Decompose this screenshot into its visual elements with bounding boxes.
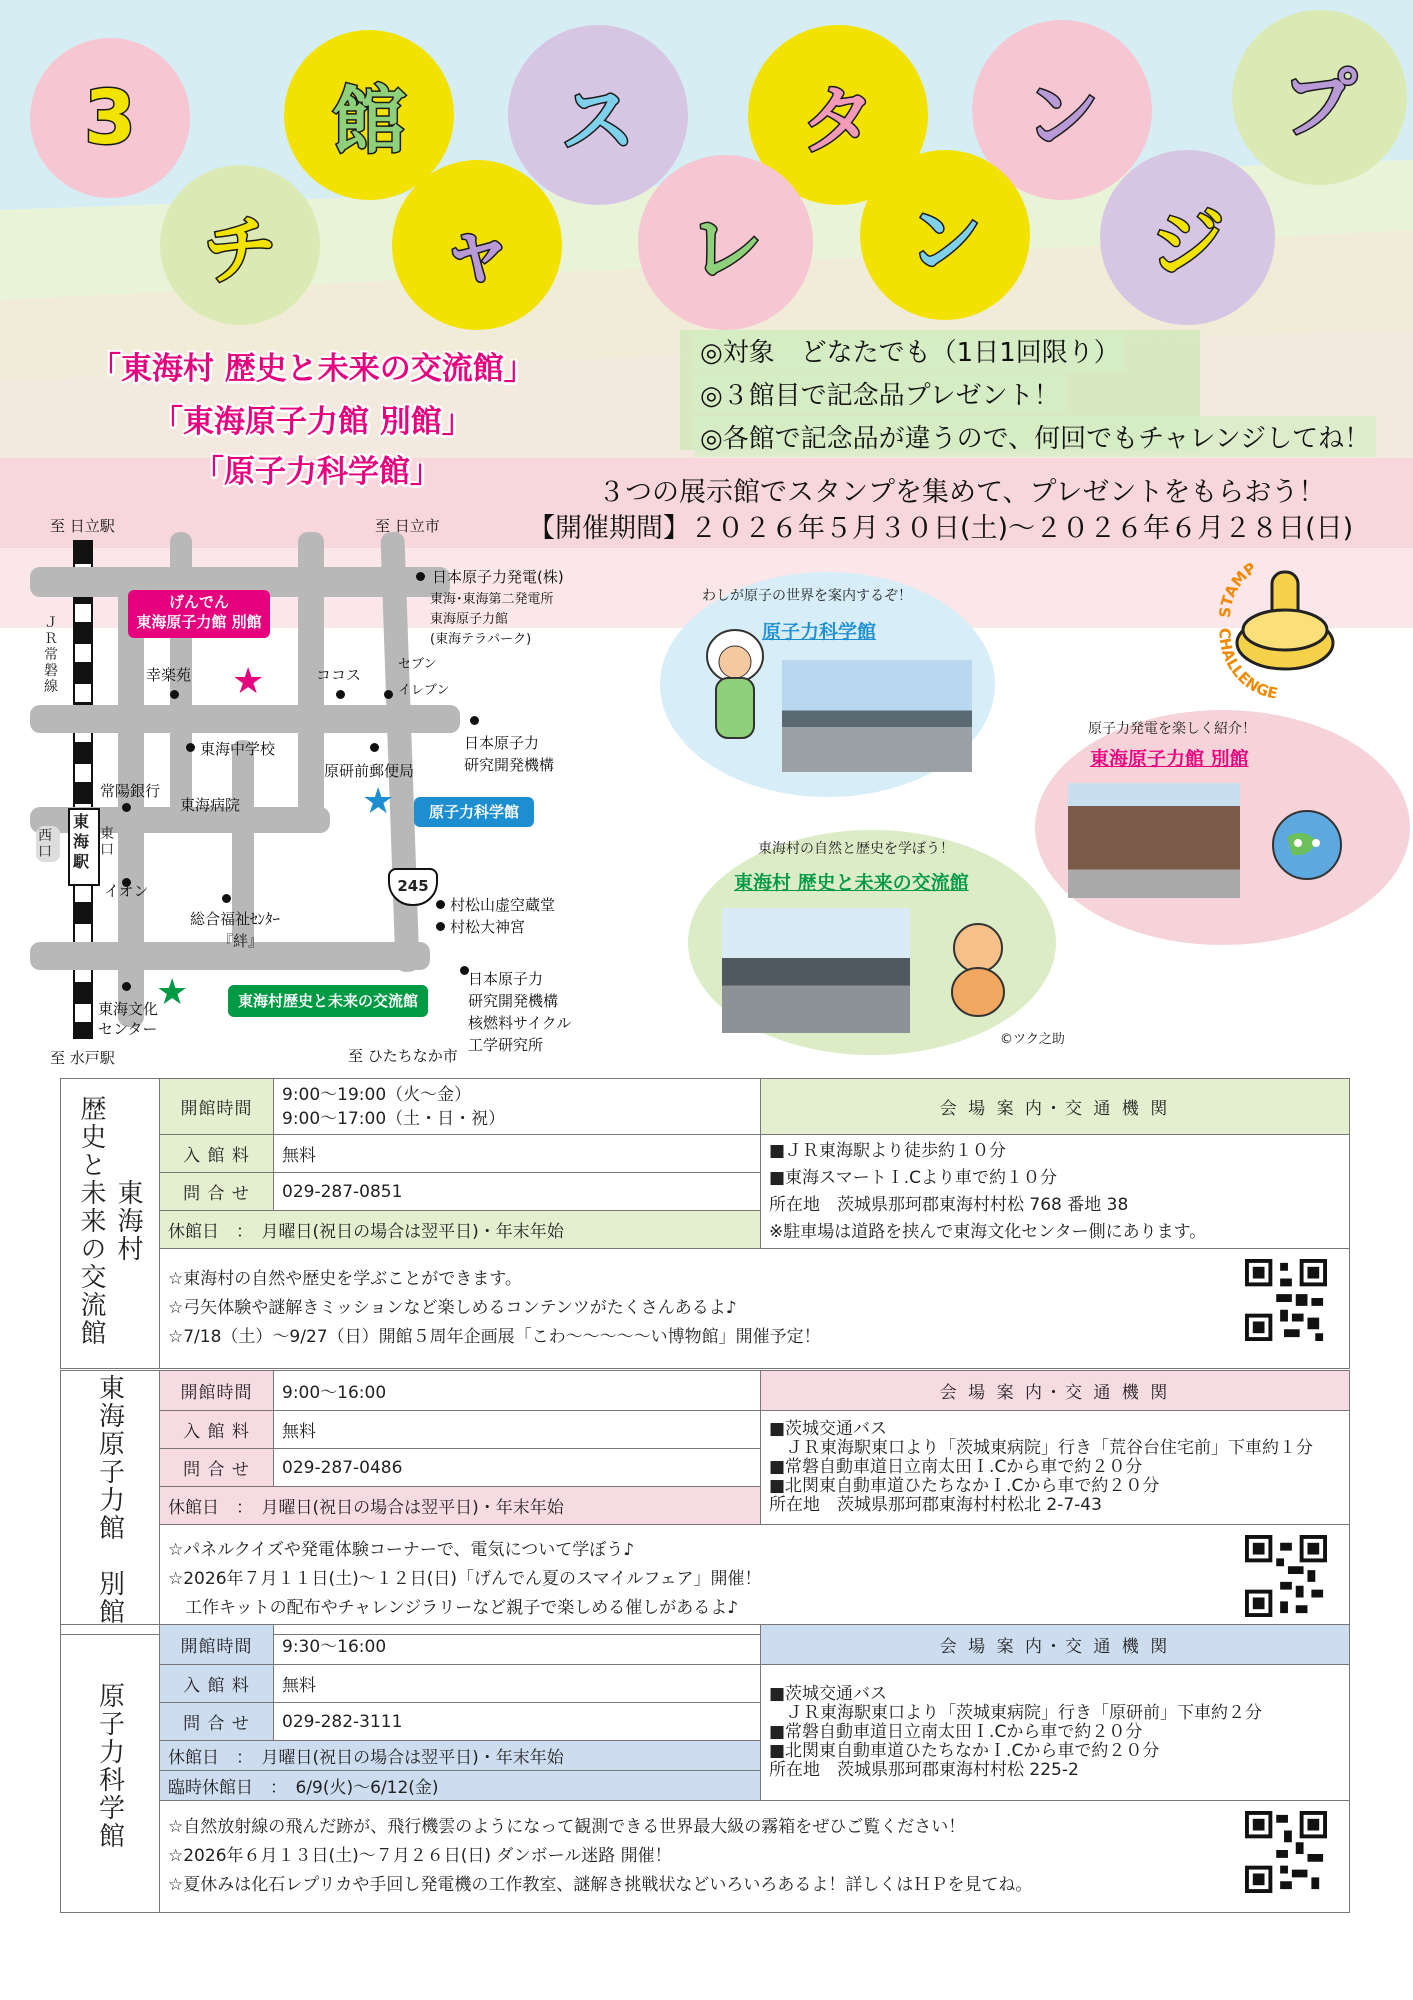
access-line: 所在地 茨城県那珂郡東海村村松北 2-7-43	[769, 1495, 1102, 1515]
kagakukan-bubble-title: 原子力科学館	[762, 621, 877, 643]
label-jaea-1b: 研究開発機構	[464, 756, 555, 774]
label-jaea-2: 日本原子力	[468, 970, 544, 988]
stamp-logo-top-text: STAMP	[1215, 558, 1260, 619]
station-name: 東海駅	[73, 812, 90, 871]
label-npc-sub2: 東海原子力館	[430, 612, 509, 627]
venue-table-kagakukan	[60, 1624, 1350, 1913]
west-exit: 西口	[36, 826, 60, 862]
access-line: ＪＲ東海駅東口より「茨城東病院」行き「荒谷台住宅前」下車約１分	[769, 1438, 1313, 1458]
title-circle	[1100, 150, 1275, 325]
label-daijingu: 村松大神宮	[450, 918, 526, 936]
venue-name-bekkan: 「東海原子力館 別館」	[152, 404, 473, 440]
fee-label: 入 館 料	[160, 1411, 274, 1449]
label-post-office: 原研前郵便局	[324, 762, 415, 780]
note-line: 工作キットの配布やチャレンジラリーなど親子で楽しめる催しがあるよ♪	[168, 1598, 739, 1618]
fee-label: 入 館 料	[160, 1135, 274, 1173]
qr-code-icon[interactable]	[1245, 1259, 1327, 1341]
to-mito-station: 至 水戸駅	[50, 1049, 115, 1067]
landmark-dot	[436, 900, 445, 909]
east-exit: 東口	[100, 826, 114, 858]
access-line: ※駐車場は道路を挟んで東海文化センター側にあります。	[769, 1221, 1207, 1242]
kagakukan-bubble-sub: わしが原子の世界を案内するぞ！	[702, 588, 912, 604]
label-kizuna: 『絆』	[218, 932, 264, 950]
label-jaea-2c: 核燃料サイクル	[468, 1014, 572, 1032]
venue-heading: 原子力科学館	[61, 1625, 160, 1913]
tsukunosuke-character-image	[938, 918, 1018, 1018]
note-line: ☆東海村の自然や歴史を学ぶことができます。	[168, 1269, 522, 1289]
label-jaea-2d: 工学研究所	[468, 1036, 544, 1054]
hours-line-1: 9:00～19:00（火～金）	[282, 1084, 472, 1105]
qr-code-icon[interactable]	[1245, 1811, 1327, 1893]
access-info	[761, 1411, 1350, 1525]
hours-value: 9:30～16:00	[274, 1625, 761, 1665]
title-circle	[860, 150, 1030, 320]
access-line: 所在地 茨城県那珂郡東海村村松 768 番地 38	[769, 1194, 1129, 1215]
label-culture-center: 東海文化	[98, 1000, 159, 1018]
fee-value: 無料	[274, 1665, 761, 1703]
landmark-dot	[436, 922, 445, 931]
access-line: ■ＪＲ東海駅より徒歩約１０分	[769, 1140, 1007, 1161]
kagakukan-callout: 原子力科学館	[414, 797, 534, 827]
copyright: ©ツク之助	[1000, 1032, 1065, 1047]
landmark-dot	[222, 894, 231, 903]
label-kokuzo: 村松山虚空蔵堂	[450, 896, 556, 914]
access-line: ■茨城交通バス	[769, 1419, 888, 1439]
label-npc-sub1: 東海･東海第二発電所	[430, 592, 554, 607]
label-cocos: ココス	[316, 666, 362, 684]
access-line: ■常磐自動車道日立南太田Ｉ.Cから車で約２０分	[769, 1722, 1143, 1742]
venue-notes	[160, 1801, 1350, 1913]
title-char: ン	[908, 198, 982, 284]
access-heading: 会 場 案 内・交 通 機 関	[761, 1625, 1350, 1665]
venue-name-kagakukan: 「原子力科学館」	[193, 454, 441, 490]
title-char: チ	[203, 208, 277, 294]
route-245-sign: 245	[388, 868, 438, 906]
collect-message: ３つの展示館でスタンプを集めて、プレゼントをもらおう！	[598, 477, 1326, 508]
temporary-closed-days: 臨時休館日 ： 6/9(火)～6/12(金)	[160, 1771, 761, 1801]
label-jaea-1: 日本原子力	[464, 734, 540, 752]
label-tokai-jhs: 東海中学校	[200, 740, 276, 758]
landmark-dot	[122, 982, 131, 991]
closed-days: 休館日 ： 月曜日(祝日の場合は翌平日)・年末年始	[160, 1487, 761, 1525]
venue-notes	[160, 1249, 1350, 1369]
earth-character-image	[1262, 797, 1352, 893]
label-jaea-2b: 研究開発機構	[468, 992, 559, 1010]
contact-label: 問 合 せ	[160, 1173, 274, 1211]
landmark-dot	[336, 690, 345, 699]
access-line: ■茨城交通バス	[769, 1684, 888, 1704]
label-kourakuen: 幸楽苑	[146, 666, 192, 684]
title-char: 3	[84, 75, 136, 161]
stamp-challenge-logo	[1190, 548, 1376, 698]
venue-notes	[160, 1525, 1350, 1635]
info-target: ◎対象 どなたでも（1日1回限り）	[694, 330, 1126, 371]
title-char: 館	[332, 78, 406, 164]
koryukan-star-icon: ★	[156, 972, 189, 1013]
title-circle	[1232, 10, 1407, 185]
note-line: ☆2026年６月１３日(土)～７月２６日(日) ダンボール迷路 開催！	[168, 1846, 672, 1866]
contact-label: 問 合 せ	[160, 1703, 274, 1741]
title-char: ジ	[1150, 200, 1225, 287]
hours-label: 開館時間	[160, 1371, 274, 1411]
kagakukan-star-icon: ★	[362, 781, 395, 822]
bekkan-photo	[1068, 783, 1240, 898]
note-line: ☆夏休みは化石レプリカや手回し発電機の工作教室、謎解き挑戦状などいろいろあるよ！詳しくはＨＰを見てね。	[168, 1875, 1033, 1895]
hours-line-2: 9:00～17:00（土・日・祝）	[282, 1108, 506, 1129]
title-char: プ	[1282, 60, 1357, 147]
access-line: ■北関東自動車道ひたちなかＩ.Cから車で約２０分	[769, 1741, 1160, 1761]
access-line: ■常磐自動車道日立南太田Ｉ.Cから車で約２０分	[769, 1457, 1143, 1477]
koryukan-callout: 東海村歴史と未来の交流館	[228, 985, 428, 1017]
title-char: レ	[688, 205, 763, 292]
kagakukan-photo	[782, 660, 972, 772]
to-hitachi-station: 至 日立駅	[50, 517, 115, 535]
genden-callout: げんでん 東海原子力館 別館	[128, 590, 270, 638]
title-char: ン	[1025, 73, 1099, 159]
fee-label: 入 館 料	[160, 1665, 274, 1703]
venue-table-bekkan	[60, 1370, 1350, 1635]
access-line: 所在地 茨城県那珂郡東海村村松 225-2	[769, 1760, 1079, 1780]
title-char: ス	[561, 78, 635, 164]
hours-label: 開館時間	[160, 1625, 274, 1665]
label-npc-sub3: (東海テラパーク)	[430, 632, 532, 647]
qr-code-icon[interactable]	[1245, 1535, 1327, 1617]
note-line: ☆自然放射線の飛んだ跡が、飛行機雲のようになって観測できる世界最大級の霧箱をぜひご覧ください！	[168, 1817, 966, 1837]
landmark-dot	[186, 743, 195, 752]
note-line: ☆パネルクイズや発電体験コーナーで、電気について学ぼう♪	[168, 1540, 635, 1560]
bekkan-bubble-title: 東海原子力館 別館	[1090, 748, 1249, 770]
fee-value: 無料	[274, 1135, 761, 1173]
access-info	[761, 1665, 1350, 1801]
label-culture-center-2: センター	[98, 1020, 158, 1038]
access-info	[761, 1135, 1350, 1249]
title-char: ャ	[440, 208, 514, 294]
genden-star-icon: ★	[232, 661, 265, 702]
access-line: ＪＲ東海駅東口より「茨城東病院」行き「原研前」下車約２分	[769, 1703, 1262, 1723]
note-line: ☆2026年７月１１日(土)～１２日(日)「げんでん夏のスマイルフェア」開催！	[168, 1569, 762, 1589]
info-present: ◎３館目で記念品プレゼント！	[694, 373, 1066, 414]
to-hitachinaka: 至 ひたちなか市	[348, 1047, 458, 1065]
venue-table-koryukan	[60, 1078, 1350, 1369]
access-heading: 会 場 案 内・交 通 機 関	[761, 1079, 1350, 1135]
title-char: タ	[801, 78, 875, 164]
landmark-dot	[370, 743, 379, 752]
title-circle	[508, 25, 688, 205]
landmark-dot	[170, 690, 179, 699]
title-circle	[638, 155, 813, 330]
landmark-dot	[122, 803, 131, 812]
note-line: ☆弓矢体験や謎解きミッションなど楽しめるコンテンツがたくさんあるよ♪	[168, 1298, 737, 1318]
bekkan-bubble-sub: 原子力発電を楽しく紹介！	[1088, 721, 1256, 737]
title-circle	[30, 38, 190, 198]
note-line: ☆7/18（土）～9/27（日）開館５周年企画展「こわ～～～～～い博物館」開催予定！	[168, 1327, 821, 1347]
contact-phone[interactable]: 029-282-3111	[274, 1703, 761, 1741]
venue-heading: 東海原子力館 別館	[61, 1371, 160, 1635]
access-line: ■北関東自動車道ひたちなかＩ.Cから車で約２０分	[769, 1476, 1160, 1496]
landmark-dot	[470, 716, 479, 725]
professor-character-image	[698, 628, 772, 748]
label-welfare-center: 総合福祉ｾﾝﾀｰ	[190, 910, 281, 928]
info-challenge: ◎各館で記念品が違うので、何回でもチャレンジしてね！	[694, 416, 1376, 457]
stamp-logo-bottom-text: CHALLENGE	[1215, 627, 1280, 698]
hours-value	[274, 1079, 761, 1135]
title-circle	[160, 165, 320, 325]
koryukan-bubble-title: 東海村 歴史と未来の交流館	[734, 872, 969, 894]
event-period: 【開催期間】２０２６年５月３０日(土)～２０２６年６月２８日(日)	[528, 513, 1354, 544]
label-npc: 日本原子力発電(株)	[432, 568, 564, 586]
hours-value: 9:00～16:00	[274, 1371, 761, 1411]
label-seven-eleven: セブン イレブン	[398, 657, 450, 698]
contact-phone[interactable]: 029-287-0851	[274, 1173, 761, 1211]
venue-name-koryukan: 「東海村 歴史と未来の交流館」	[90, 351, 535, 387]
title-circle	[392, 160, 562, 330]
label-joyo-bank: 常陽銀行	[100, 782, 161, 800]
landmark-dot	[384, 690, 393, 699]
access-line: ■東海スマートＩ.Cより車で約１０分	[769, 1167, 1057, 1188]
landmark-dot	[416, 572, 425, 581]
svg-text:STAMP	[1216, 559, 1260, 619]
fee-value: 無料	[274, 1411, 761, 1449]
contact-phone[interactable]: 029-287-0486	[274, 1449, 761, 1487]
koryukan-photo	[722, 908, 910, 1033]
jr-line-label: ＪＲ常磐線	[44, 615, 58, 695]
to-hitachi-city: 至 日立市	[375, 517, 440, 535]
hours-label: 開館時間	[160, 1079, 274, 1135]
access-heading: 会 場 案 内・交 通 機 関	[761, 1371, 1350, 1411]
closed-days: 休館日 ： 月曜日(祝日の場合は翌平日)・年末年始	[160, 1211, 761, 1249]
closed-days: 休館日 ： 月曜日(祝日の場合は翌平日)・年末年始	[160, 1741, 761, 1771]
label-aeon: イオン	[104, 882, 149, 900]
venue-heading: 東海村 歴史と未来の交流館	[61, 1079, 160, 1369]
koryukan-bubble-sub: 東海村の自然と歴史を学ぼう！	[758, 841, 954, 857]
contact-label: 問 合 せ	[160, 1449, 274, 1487]
label-tokai-hospital: 東海病院	[180, 796, 241, 814]
